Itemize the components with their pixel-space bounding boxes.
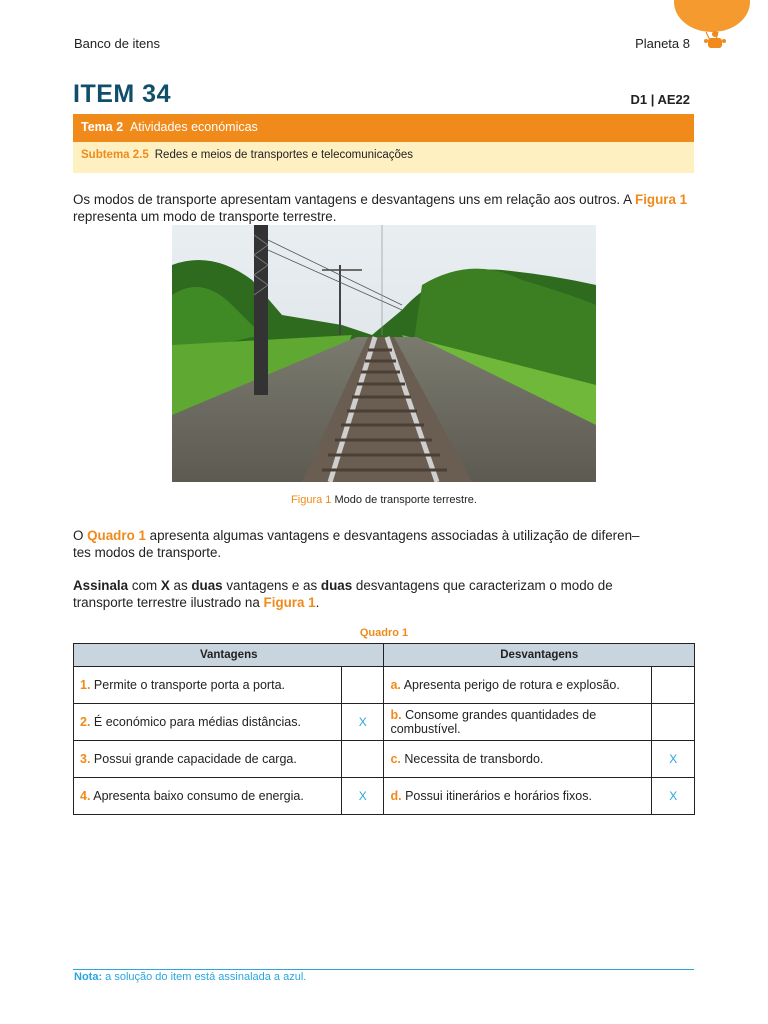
header-right: Planeta 8 — [635, 36, 690, 51]
desvantagem-answer-box[interactable]: X — [652, 778, 695, 815]
figure-caption-text: Modo de transporte terrestre. — [334, 494, 477, 506]
item-code: D1 | AE22 — [630, 92, 690, 107]
figure-ref: Figura 1 — [635, 192, 688, 207]
quadro-paragraph — [73, 528, 698, 561]
desvantagem-text: Necessita de transbordo. — [404, 752, 544, 766]
intro-paragraph — [73, 192, 698, 225]
header-vantagens: Vantagens — [74, 644, 384, 667]
instr-w4: as — [169, 578, 192, 593]
intro-text-1: Os modos de transporte apresentam vantagens e desvantagens uns em relação aos outros. A — [73, 192, 636, 207]
header-left: Banco de itens — [74, 36, 161, 51]
vantagem-cell — [74, 741, 342, 778]
desvantagem-letter: c. — [390, 752, 401, 766]
note-text: a solução do item está assinalada a azul. — [102, 971, 307, 983]
para2-text-3: tes modos de transporte. — [73, 544, 222, 560]
instr-w9: transporte terrestre ilustrado na — [73, 594, 264, 610]
vantagem-text: Possui grande capacidade de carga. — [93, 752, 297, 766]
tema-text: Atividades económicas — [129, 120, 258, 134]
tema-bar — [73, 114, 694, 142]
desvantagem-cell — [384, 704, 652, 741]
quadro-header-row — [74, 644, 695, 667]
subtema-label: Subtema 2.5 — [81, 149, 149, 161]
desvantagem-answer-box[interactable]: X — [652, 741, 695, 778]
vantagem-text: Permite o transporte porta a porta. — [93, 678, 285, 692]
desvantagem-letter: b. — [390, 708, 402, 722]
table-row — [74, 778, 695, 815]
figure-caption — [0, 494, 768, 506]
tema-label: Tema 2 — [81, 120, 124, 134]
vantagem-number: 3. — [80, 752, 91, 766]
note-divider — [73, 969, 694, 970]
header-desvantagens: Desvantagens — [384, 644, 695, 667]
intro-text-2: representa um modo de transporte terrestre. — [73, 208, 337, 224]
vantagem-number: 4. — [80, 789, 91, 803]
para2-text-2: apresenta algumas vantagens e desvantagens associadas à utilização de diferen– — [145, 528, 640, 543]
vantagem-number: 2. — [80, 715, 91, 729]
instruction-paragraph — [73, 578, 698, 611]
table-row — [74, 741, 695, 778]
table-row — [74, 704, 695, 741]
table-row — [74, 667, 695, 704]
desvantagem-cell — [384, 778, 652, 815]
instr-w1: Assinala — [73, 578, 129, 593]
instr-w7: duas — [320, 578, 353, 593]
desvantagem-answer-box[interactable] — [652, 667, 695, 704]
instr-w3: X — [160, 578, 170, 593]
desvantagem-letter: a. — [390, 678, 401, 692]
subtema-text: Redes e meios de transportes e telecomunicações — [154, 149, 414, 161]
instr-end: . — [315, 594, 320, 610]
vantagem-text: É económico para médias distâncias. — [93, 715, 301, 729]
desvantagem-answer-box[interactable] — [652, 704, 695, 741]
instr-w5: duas — [191, 578, 223, 593]
vantagem-answer-box[interactable]: X — [341, 778, 384, 815]
desvantagem-cell — [384, 741, 652, 778]
vantagem-number: 1. — [80, 678, 91, 692]
vantagem-text: Apresenta baixo consumo de energia. — [93, 789, 304, 803]
instr-w8: desvantagens que caracterizam o modo de — [352, 578, 613, 593]
instr-w2: com — [128, 578, 161, 593]
vantagem-answer-box[interactable] — [341, 741, 384, 778]
vantagem-cell — [74, 704, 342, 741]
solution-note — [74, 971, 306, 983]
railway-photo — [172, 225, 596, 482]
item-title: ITEM 34 — [73, 80, 171, 108]
vantagem-cell — [74, 667, 342, 704]
instr-figure-ref: Figura 1 — [263, 594, 316, 610]
subtema-bar — [73, 142, 694, 173]
vantagem-answer-box[interactable]: X — [341, 704, 384, 741]
instr-w6: vantagens e as — [222, 578, 321, 593]
vantagem-cell — [74, 778, 342, 815]
desvantagem-text: Possui itinerários e horários fixos. — [405, 789, 592, 803]
desvantagem-text: Apresenta perigo de rotura e explosão. — [403, 678, 620, 692]
desvantagem-letter: d. — [390, 789, 402, 803]
desvantagem-text: Consome grandes quantidades de combustível. — [390, 708, 597, 736]
quadro-ref: Quadro 1 — [87, 528, 146, 543]
quadro-caption: Quadro 1 — [359, 627, 409, 639]
note-label: Nota: — [74, 971, 103, 983]
balloon-logo-icon — [672, 0, 752, 58]
desvantagem-cell — [384, 667, 652, 704]
vantagem-answer-box[interactable] — [341, 667, 384, 704]
quadro-table — [73, 643, 695, 815]
para2-text-1: O — [73, 528, 88, 543]
figure-caption-label: Figura 1 — [291, 494, 332, 506]
